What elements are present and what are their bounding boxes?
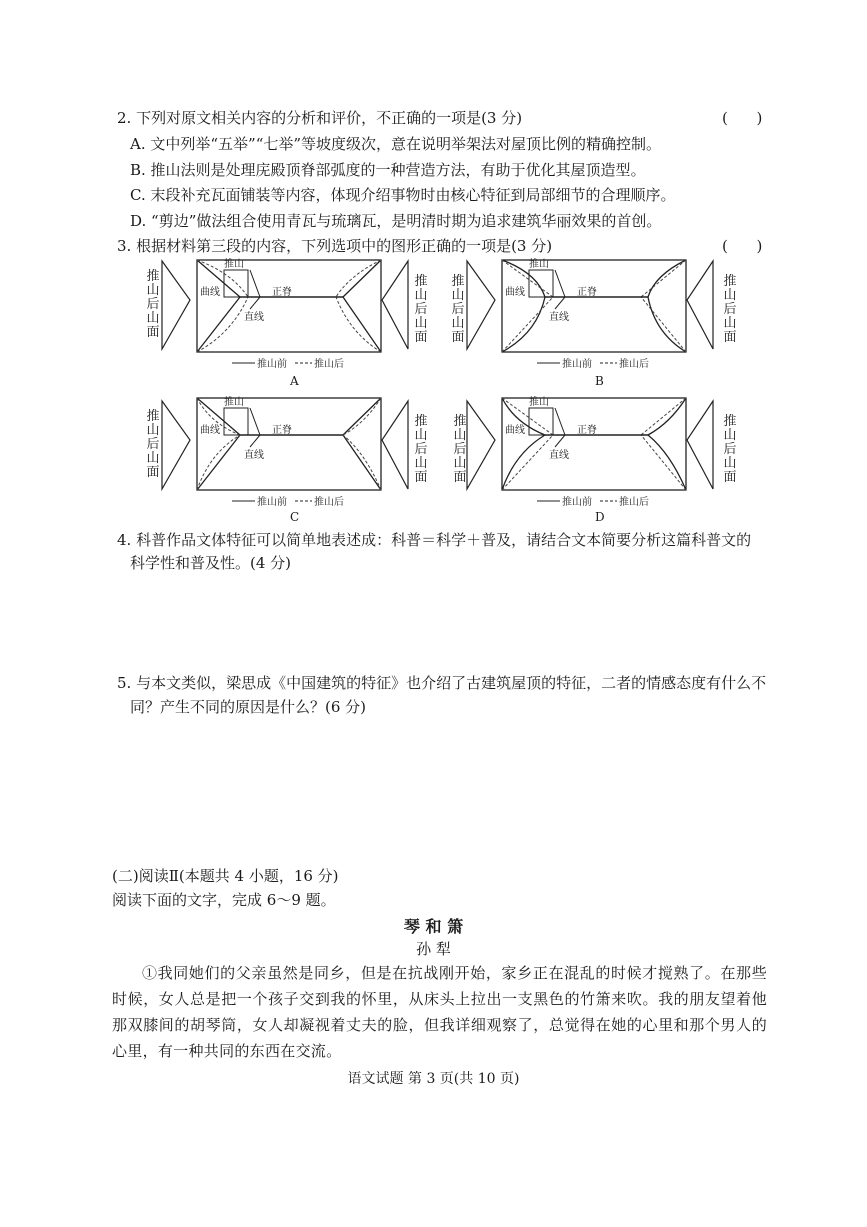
label-zhengji: 正脊 (577, 425, 597, 436)
label-zhengji: 正脊 (272, 425, 292, 436)
passage-title: 琴 和 箫 (403, 917, 464, 936)
label-zhixian: 直线 (244, 312, 264, 323)
label-quxian: 曲线 (200, 425, 220, 436)
label-tuishan: 推山 (224, 259, 244, 270)
label-tuishan: 推山 (529, 259, 549, 270)
legend-before: 推山前 (257, 359, 287, 370)
label-zhixian: 直线 (549, 312, 569, 323)
q3-answer-parens: ( ) (722, 237, 763, 255)
label-zhixian: 直线 (549, 450, 569, 461)
section2-heading: (二)阅读Ⅱ(本题共 4 小题，16 分) (112, 867, 339, 885)
side-label-a-left: 推 山 后 山 面 (146, 269, 160, 340)
q5-stem-line1: 5. 与本文类似，梁思成《中国建筑的特征》也介绍了古建筑屋顶的特征，二者的情感态度有什么不 (117, 674, 767, 692)
legend-after: 推山后 (314, 359, 344, 370)
side-label-c-right: 推 山 后 山 面 (414, 414, 428, 485)
legend-after: 推山后 (619, 497, 649, 508)
q2-option-a: A. 文中列举“五举”“七举”等坡度级次，意在说明举架法对屋顶比例的精确控制。 (130, 135, 662, 153)
label-quxian: 曲线 (505, 287, 525, 298)
side-label-d-right: 推 山 后 山 面 (723, 414, 737, 485)
option-letter: A (290, 374, 299, 388)
side-label-b-right: 推 山 后 山 面 (723, 274, 737, 345)
label-tuishan: 推山 (224, 397, 244, 408)
side-label-b-left: 推 山 后 山 面 (451, 274, 465, 345)
q2-stem: 2. 下列对原文相关内容的分析和评价，不正确的一项是(3 分) (117, 109, 523, 127)
label-tuishan: 推山 (529, 397, 549, 408)
diagram-option-c (140, 393, 450, 528)
side-label-d-left: 推 山 后 山 面 (453, 414, 467, 485)
side-label-a-right: 推 山 后 山 面 (414, 274, 428, 345)
page-footer: 语文试题 第 3 页(共 10 页) (347, 1071, 520, 1087)
q2-option-c: C. 末段补充瓦面铺装等内容，体现介绍事物时由核心特征到局部细节的合理顺序。 (130, 186, 676, 204)
side-label-c-left: 推 山 后 山 面 (146, 409, 160, 480)
q2-option-b: B. 推山法则是处理庑殿顶脊部弧度的一种营造方法，有助于优化其屋顶造型。 (130, 161, 646, 179)
passage-author: 孙 犁 (416, 940, 451, 958)
label-quxian: 曲线 (200, 287, 220, 298)
diagram-option-b (445, 255, 755, 390)
q5-stem-line2: 同？产生不同的原因是什么？(6 分) (130, 698, 367, 716)
legend-after: 推山后 (619, 359, 649, 370)
passage-paragraph-1: ①我同她们的父亲虽然是同乡，但是在抗战刚开始，家乡正在混乱的时候才搅熟了。在那些时候，女人总是把一个孩子交到我的怀里，从床头上拉出一支黑色的竹箫来吹。我的朋友望着他那双膝间的胡琴筒，女人却凝视着丈夫的脸，但我详细观察了，总觉得在她的心里和那个男人的心里，有一种共同的东西在交流。 (112, 964, 767, 1060)
section2-instruction: 阅读下面的文字，完成 6～9 题。 (112, 891, 336, 909)
legend-after: 推山后 (314, 497, 344, 508)
q2-option-d: D. “剪边”做法组合使用青瓦与琉璃瓦，是明清时期为追求建筑华丽效果的首创。 (130, 212, 662, 230)
roof-diagram (140, 255, 450, 390)
option-letter: B (595, 374, 604, 388)
roof-diagram (445, 255, 755, 390)
q2-answer-parens: ( ) (722, 109, 763, 127)
q4-stem-line2: 科学性和普及性。(4 分) (130, 554, 292, 572)
roof-diagram (445, 393, 755, 528)
label-quxian: 曲线 (505, 425, 525, 436)
label-zhixian: 直线 (244, 450, 264, 461)
legend-before: 推山前 (257, 497, 287, 508)
option-letter: D (595, 510, 605, 524)
legend-before: 推山前 (562, 497, 592, 508)
q3-stem: 3. 根据材料第三段的内容，下列选项中的图形正确的一项是(3 分) (117, 237, 553, 255)
diagram-option-d (445, 393, 755, 528)
label-zhengji: 正脊 (577, 287, 597, 298)
option-letter: C (290, 510, 300, 524)
diagram-option-a (140, 255, 450, 390)
q4-stem-line1: 4. 科普作品文体特征可以简单地表述成：科普＝科学＋普及，请结合文本简要分析这篇科普文的 (117, 531, 752, 549)
label-zhengji: 正脊 (272, 287, 292, 298)
legend-before: 推山前 (562, 359, 592, 370)
roof-diagram (140, 393, 450, 528)
